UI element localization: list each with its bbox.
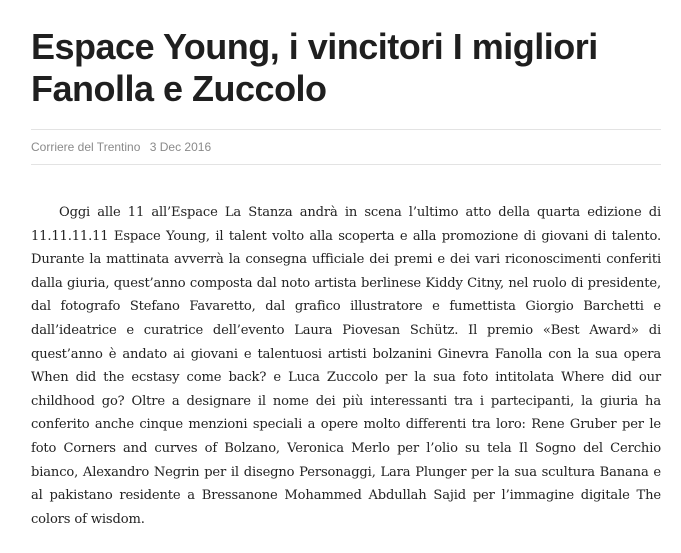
article — [31, 0, 661, 531]
article-date: 3 Dec 2016 — [149, 140, 212, 154]
article-source: Corriere del Trentino — [31, 140, 141, 154]
article-meta — [31, 130, 661, 164]
article-title: Espace Young, i vincitori I migliori Fanolla e Zuccolo — [31, 26, 598, 109]
article-body: Oggi alle 11 all’Espace La Stanza andrà in scena l’ultimo atto della quarta edizione di 11.11.11.11 Espace Young, il talent volto alla scoperta e alla promozione di giovani di talento. Durante la mattinata avverrà la consegna ufficiale dei premi e dei vari riconoscimenti conferiti dalla giuria, quest’anno composta dal noto artista berlinese Kiddy Citny, nel ruolo di presidente, dal fotografo Stefano Favaretto, dal grafico illustratore e fumettista Giorgio Barchetti e dall’ideatrice e curatrice dell’evento Laura Piovesan Schütz. Il premio «Best Award» di quest’anno è andato ai giovani e talentuosi artisti bolzanini Ginevra Fanolla con la sua opera When did the ecstasy come back? e Luca Zuccolo per la sua foto intitolata Where did our childhood go? Oltre a designare il nome dei più interessanti tra i partecipanti, la giuria ha conferito anche cinque menzioni speciali a opere molto differenti tra loro: Rene Gruber per le foto Corners and curves of Bolzano, Veronica Merlo per l’olio su tela Il Sogno del Cerchio bianco, Alexandro Negrin per il disegno Personaggi, Lara Plunger per la sua scultura Banana e al pakistano residente a Bressanone Mohammed Abdullah Sajid per l’immagine digitale The colors of wisdom. — [31, 205, 661, 527]
